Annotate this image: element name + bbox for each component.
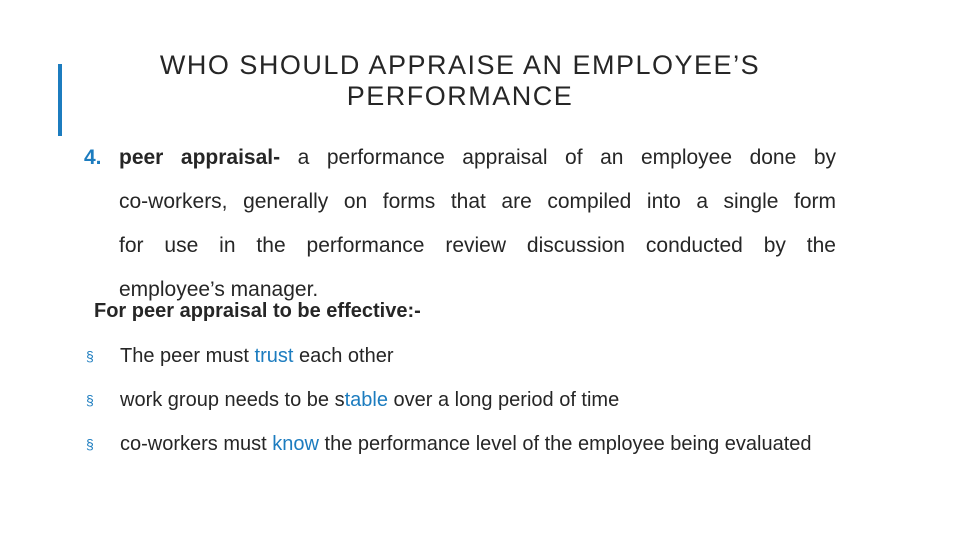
effectiveness-bullet-list [86,342,846,474]
bullet-highlight: table [344,389,388,411]
slide-title-line-2: PERFORMANCE [346,81,574,111]
bullet-text: the performance level of the employee being evaluated [318,433,812,455]
bullet-text: work group needs to be s [120,389,345,411]
bullet-highlight: trust [254,345,294,367]
bullet-know [86,430,846,458]
bullet-text: over a long period of time [387,389,620,411]
bullet-marker-icon: § [86,392,94,408]
list-number: 4. [84,146,102,169]
bullet-text: The peer must [120,345,255,367]
slide-title [90,50,830,112]
definition-line-1 [84,136,836,180]
definition-line-2: co-workers, generally on forms that are compiled into a single form [119,190,836,213]
bullet-highlight: know [272,433,319,455]
slide-title-line-1: WHO SHOULD APPRAISE AN EMPLOYEE’S [159,50,761,80]
bullet-text: co-workers must [120,433,273,455]
peer-appraisal-definition [84,136,836,312]
bullet-marker-icon: § [86,436,94,452]
definition-term: peer appraisal- [119,146,281,169]
bullet-text: each other [293,345,394,367]
bullet-marker-icon: § [86,348,94,364]
effectiveness-subheading: For peer appraisal to be effective:- [94,300,421,322]
bullet-stable [86,386,846,414]
title-accent-bar [58,64,62,136]
bullet-trust [86,342,846,370]
definition-line-3: for use in the performance review discussion conducted by the [119,234,836,257]
definition-text: a performance appraisal of an employee done by [280,146,836,169]
definition-line-4: employee’s manager. [119,278,319,301]
